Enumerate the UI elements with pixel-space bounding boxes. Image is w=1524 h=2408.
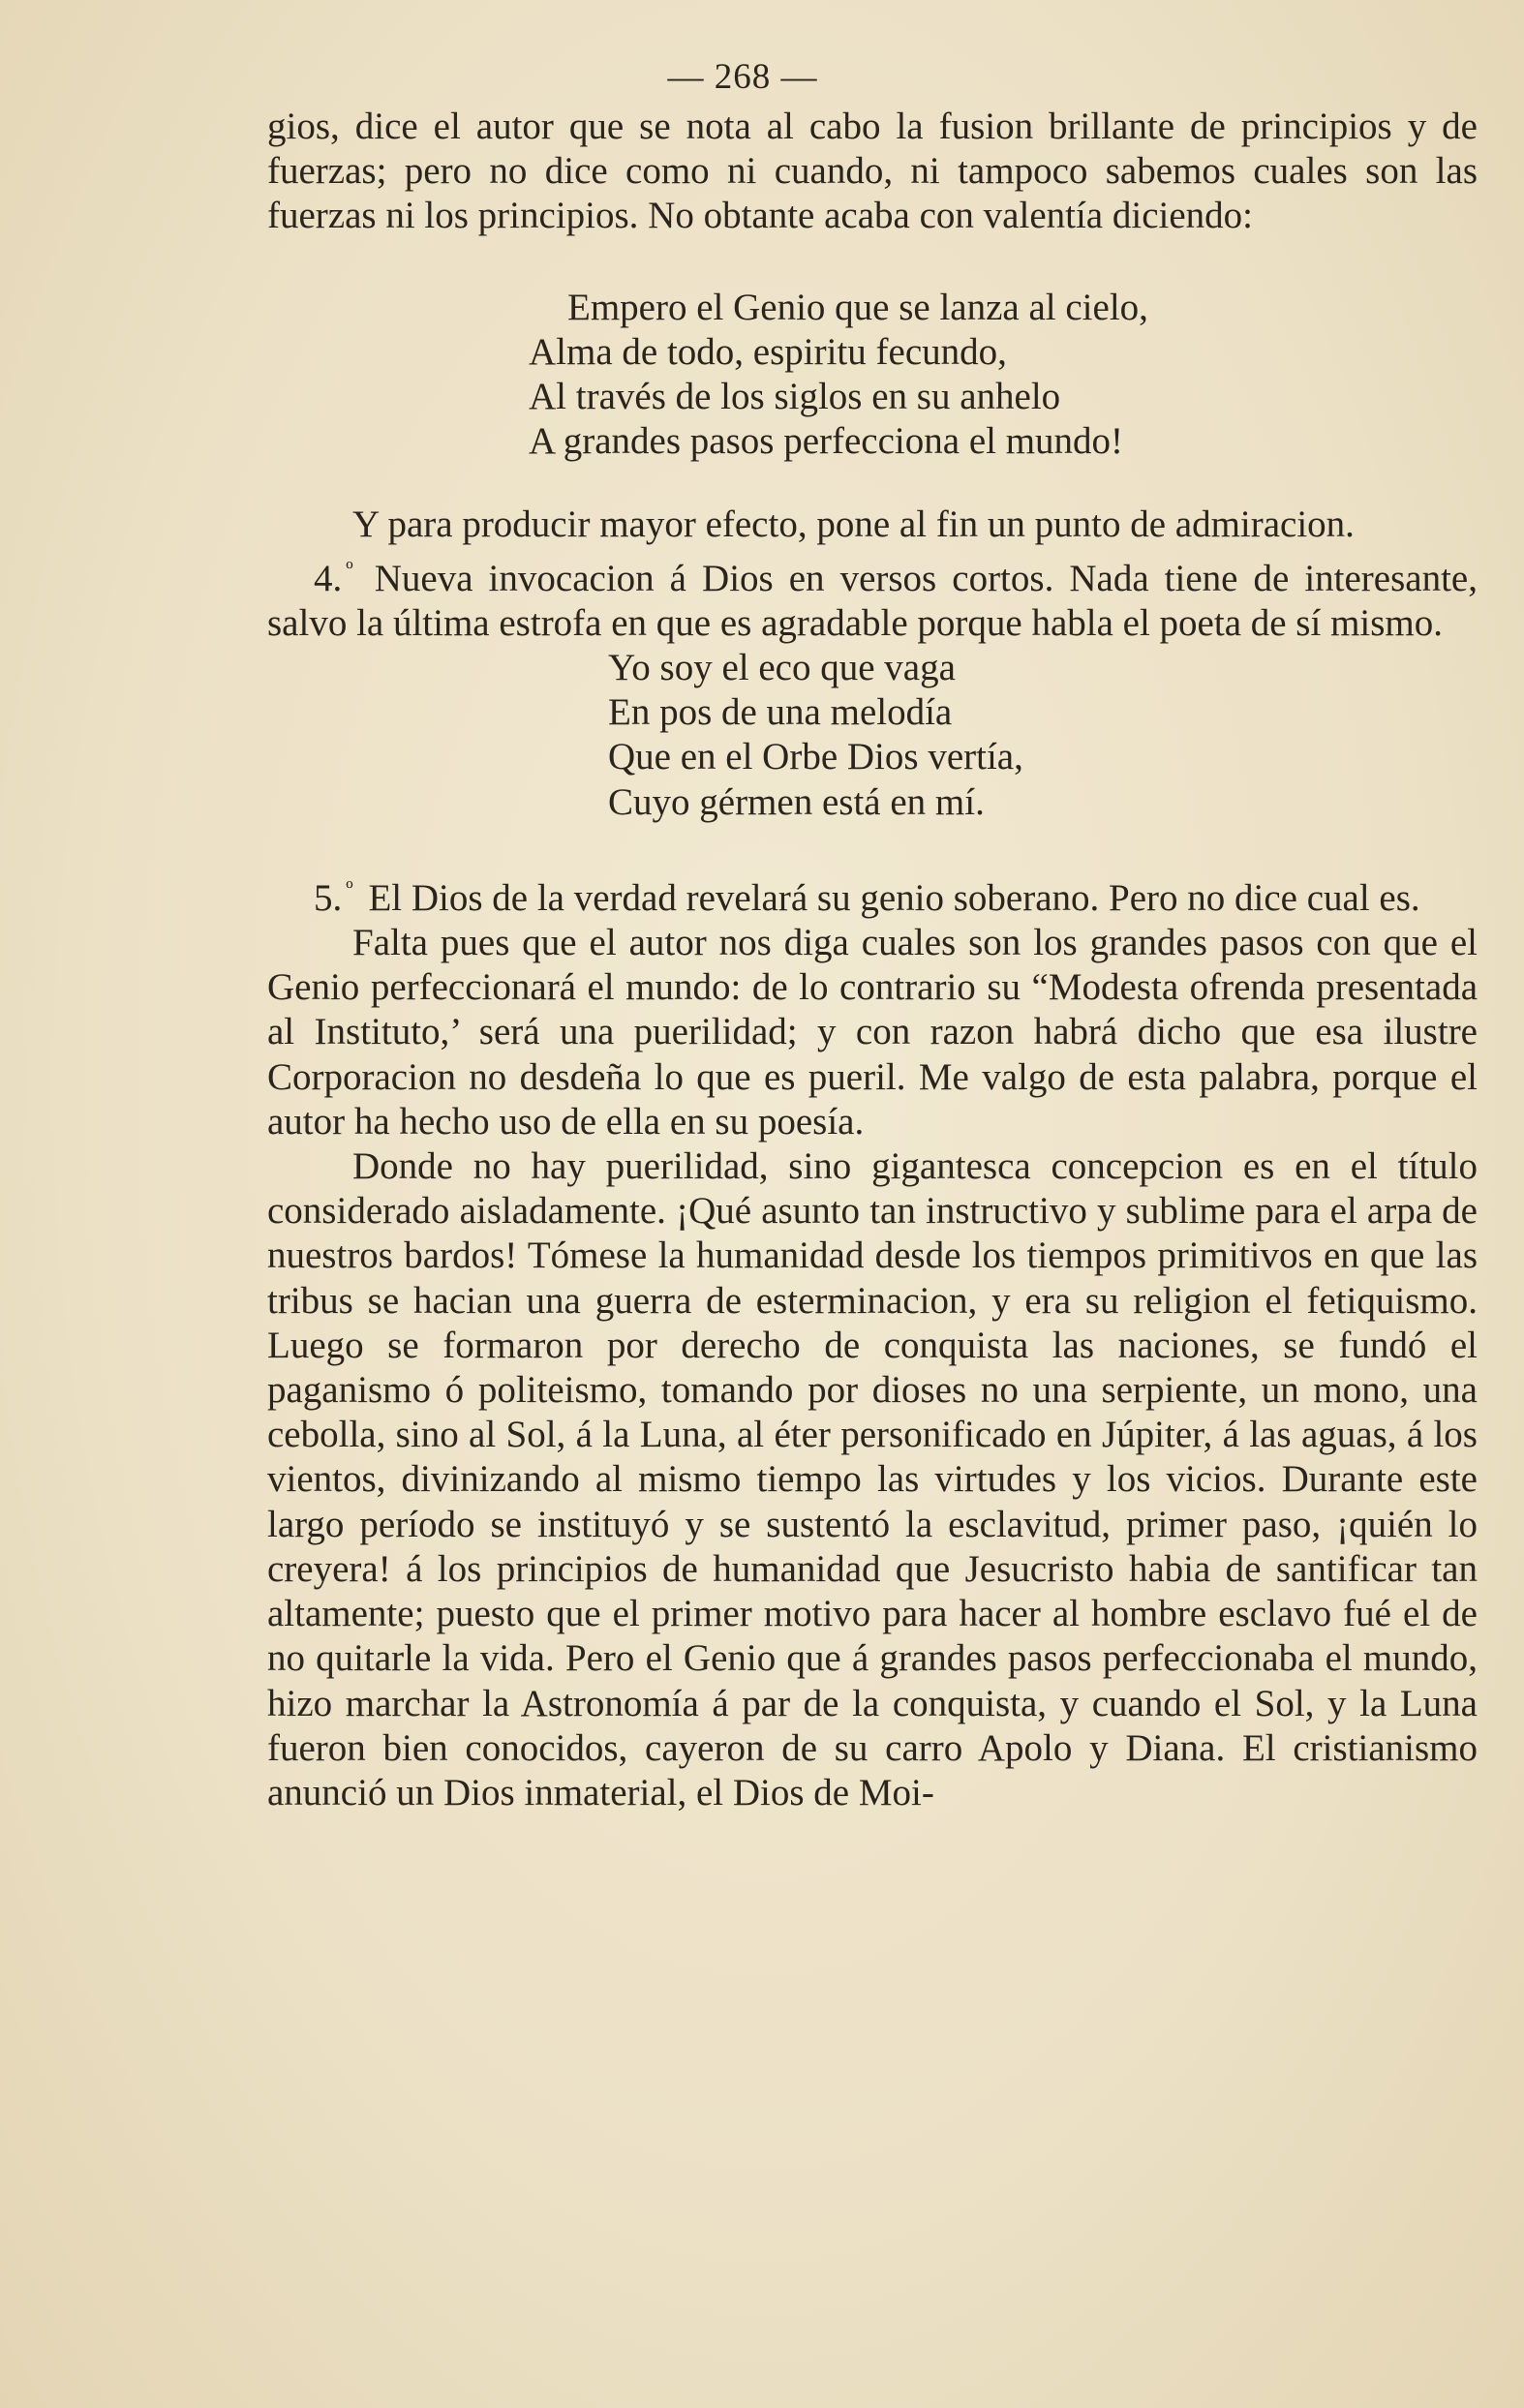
verse-line: Alma de todo, espiritu fecundo, bbox=[529, 330, 1007, 373]
ordinal-mark: º bbox=[346, 876, 353, 902]
verse-line: Yo soy el eco que vaga bbox=[608, 647, 956, 689]
verse-block-2 bbox=[608, 646, 1478, 825]
item-number: 4. bbox=[314, 557, 343, 599]
item-5-paragraph bbox=[267, 868, 1478, 921]
verse-line: Cuyo gérmen está en mí. bbox=[608, 780, 985, 823]
ordinal-mark: º bbox=[346, 557, 353, 583]
item-text: El Dios de la verdad revelará su genio soberano. Pero no dice cual es. bbox=[368, 876, 1420, 919]
text-column bbox=[267, 105, 1478, 1815]
item-text: Nueva invocacion á Dios en versos cortos. Nada tiene de interesante, salvo la última estrofa en que es agradable porque habla el poeta de sí mismo. bbox=[267, 557, 1478, 644]
verse-line: En pos de una melodía bbox=[608, 691, 953, 734]
verse-line: Empero el Genio que se lanza al cielo, bbox=[567, 286, 1148, 328]
item-4-paragraph bbox=[267, 548, 1478, 646]
admiration-paragraph: Y para producir mayor efecto, pone al fin un punto de admiracion. bbox=[352, 503, 1355, 546]
verse-line: A grandes pasos perfecciona el mundo! bbox=[529, 420, 1124, 463]
verse-line: Al través de los siglos en su anhelo bbox=[529, 376, 1061, 418]
verse-block-1 bbox=[529, 286, 1478, 465]
intro-paragraph: gios, dice el autor que se nota al cabo la fusion brillante de principios y de fuerzas; pero no dice como ni cuando, ni tampoco sabemos cuales son las fuerzas ni los principios. No obtante acaba con valentía diciendo: bbox=[267, 106, 1478, 237]
verse-line: Que en el Orbe Dios vertía, bbox=[608, 736, 1023, 778]
item-number: 5. bbox=[314, 876, 343, 919]
donde-paragraph: Donde no hay puerilidad, sino gigantesca concepcion es en el título considerado aisladamente. ¡Qué asunto tan instructivo y sublime para el arpa de nuestros bardos! Tómese la humanidad desde los tiempos primitivos en que las tribus se hacian una guerra de esterminacion, y era su religion el fetiquismo. Luego se formaron por derecho de conquista las naciones, se fundó el paganismo ó politeismo, tomando por dioses no una serpiente, un mono, una cebolla, sino al Sol, á la Luna, al éter personificado en Júpiter, á las aguas, á los vientos, divinizando al mismo tiempo las virtudes y los vicios. Durante este largo período se instituyó y se sustentó la esclavitud, primer paso, ¡quién lo creyera! á los principios de humanidad que Jesucristo habia de santificar tan altamente; puesto que el primer motivo para hacer al hombre esclavo fué el de no quitarle la vida. Pero el Genio que á grandes pasos perfeccionaba el mundo, hizo marchar la Astronomía á par de la conquista, y cuando el Sol, y la Luna fueron bien conocidos, cayeron de su carro Apolo y Diana. El cristianismo anunció un Dios inmaterial, el Dios de Moi- bbox=[267, 1145, 1478, 1814]
falta-paragraph: Falta pues que el autor nos diga cuales son los grandes pasos con que el Genio perfeccionará el mundo: de lo contrario su “Modesta ofrenda presentada al Instituto,’ será una puerilidad; y con razon habrá dicho que esa ilustre Corporacion no desdeña lo que es pueril. Me valgo de esta palabra, porque el autor ha hecho uso de ella en su poesía. bbox=[267, 922, 1478, 1143]
page-number: — 268 — bbox=[667, 57, 818, 97]
